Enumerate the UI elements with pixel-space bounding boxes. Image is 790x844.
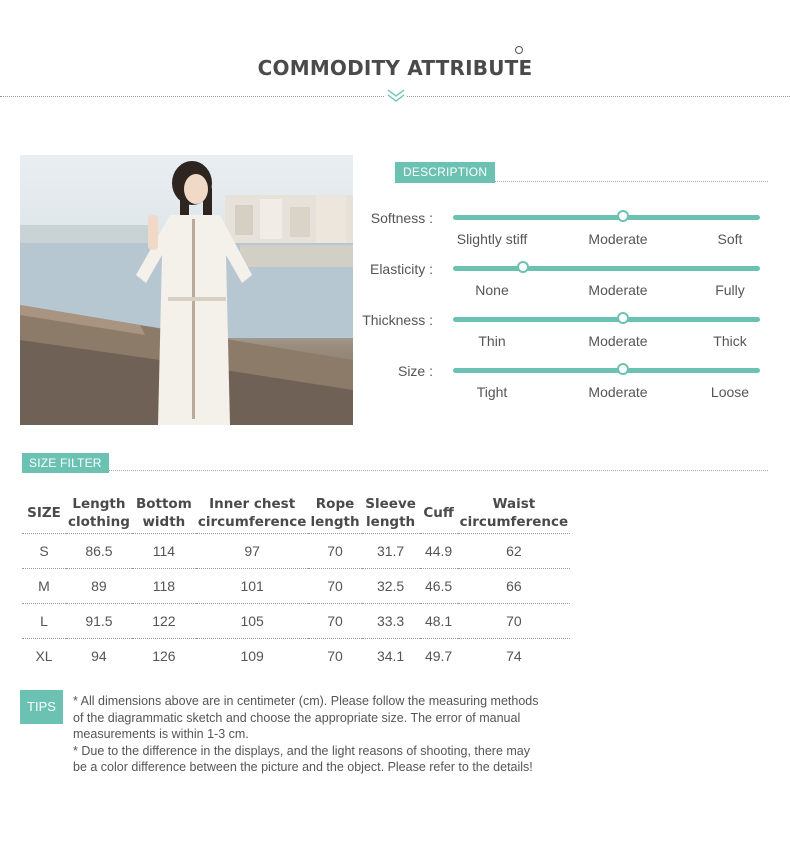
table-cell: 44.9 [420,534,458,569]
table-row [22,604,570,639]
column-header-line: Cuff [423,505,454,521]
table-cell: 49.7 [420,639,458,674]
attribute-slider-knob [617,210,629,222]
degree-circle-icon [515,46,523,54]
description-divider [493,181,768,182]
table-cell: 66 [458,569,571,604]
table-cell: 32.5 [362,569,420,604]
tips-line: measurements is within 1-3 cm. [73,727,249,741]
table-cell: 91.5 [66,604,132,639]
table-row [22,639,570,674]
table-cell: 33.3 [362,604,420,639]
attribute-option: Moderate [588,384,648,400]
attribute-label: Elasticity : [369,261,433,277]
table-cell: 101 [196,569,309,604]
table-cell: 105 [196,604,309,639]
attribute-row [355,363,765,413]
tips-tag: TIPS [20,690,63,724]
table-cell: 46.5 [420,569,458,604]
table-cell: 126 [132,639,196,674]
attribute-slider-knob [617,312,629,324]
column-header-line: Bottom [135,496,192,512]
attribute-slider-track [453,215,760,220]
attribute-slider-knob [517,261,529,273]
attribute-slider-track [453,368,760,373]
attribute-label: Size : [397,363,433,379]
tips-line: of the diagrammatic sketch and choose the appropriate size. The error of manual [73,710,521,725]
table-cell: 114 [132,534,196,569]
column-header-line: Sleeve [365,496,416,512]
table-cell: 70 [308,639,361,674]
attribute-option: None [475,282,509,298]
table-cell: 118 [132,569,196,604]
column-header-line: clothing [68,514,130,530]
table-cell: XL [22,639,66,674]
attribute-row [355,312,765,362]
size-table [22,493,570,674]
attribute-label: Softness : [370,210,433,226]
attribute-slider-track [453,266,760,271]
column-header-line: Waist [492,496,536,512]
column-header-line: circumference [197,514,307,530]
column-header-line: Inner chest [209,496,296,512]
page-title: COMMODITY ATTRIBUTE [257,56,533,80]
table-cell: 97 [196,534,309,569]
column-header-line: SIZE [27,505,61,521]
table-cell: 70 [308,569,361,604]
column-header-line: Rope [315,496,355,512]
column-header-line: length [310,514,360,530]
size-filter-divider [108,470,768,471]
tips-text [73,693,613,776]
double-chevron-down-icon [385,86,407,106]
column-header [66,493,132,534]
column-header-line: Length [72,496,126,512]
size-table-body [22,534,570,674]
size-filter-tag: SIZE FILTER [22,453,109,473]
table-cell: M [22,569,66,604]
table-cell: 86.5 [66,534,132,569]
size-table-header [22,493,570,534]
table-cell: L [22,604,66,639]
column-header-line: length [366,514,416,530]
table-cell: 70 [308,604,361,639]
table-cell: 94 [66,639,132,674]
table-cell: 74 [458,639,571,674]
table-row [22,569,570,604]
column-header [308,493,361,534]
attribute-option: Moderate [588,231,648,247]
table-cell: 122 [132,604,196,639]
attribute-option: Fully [715,282,745,298]
tips-line: be a color difference between the picture and the object. Please refer to the details! [73,760,533,774]
table-cell: 89 [66,569,132,604]
table-row [22,534,570,569]
column-header [458,493,571,534]
attribute-slider-track [453,317,760,322]
attribute-label: Thickness : [362,312,433,328]
table-cell: S [22,534,66,569]
column-header-line: circumference [459,514,569,530]
description-tag: DESCRIPTION [395,162,495,183]
attribute-option: Moderate [588,282,648,298]
column-header [420,493,458,534]
tips-line: * All dimensions above are in centimeter (cm). Please follow the measuring methods [73,694,539,708]
column-header [362,493,420,534]
table-cell: 70 [458,604,571,639]
attribute-option: Thick [713,333,747,349]
table-cell: 109 [196,639,309,674]
attribute-row [355,210,765,260]
table-cell: 62 [458,534,571,569]
attribute-option: Moderate [588,333,648,349]
attribute-option: Thin [478,333,506,349]
attribute-option: Loose [710,384,750,400]
attribute-option: Tight [476,384,508,400]
table-cell: 31.7 [362,534,420,569]
column-header [132,493,196,534]
tips-line: * Due to the difference in the displays, and the light reasons of shooting, there may [73,743,530,758]
column-header-line: width [142,514,186,530]
attribute-option: Soft [717,231,743,247]
attribute-row [355,261,765,311]
attribute-option: Slightly stiff [456,231,528,247]
table-cell: 70 [308,534,361,569]
table-cell: 48.1 [420,604,458,639]
attribute-slider-knob [617,363,629,375]
product-photo [20,155,353,425]
column-header [196,493,309,534]
column-header [22,493,66,534]
table-cell: 34.1 [362,639,420,674]
